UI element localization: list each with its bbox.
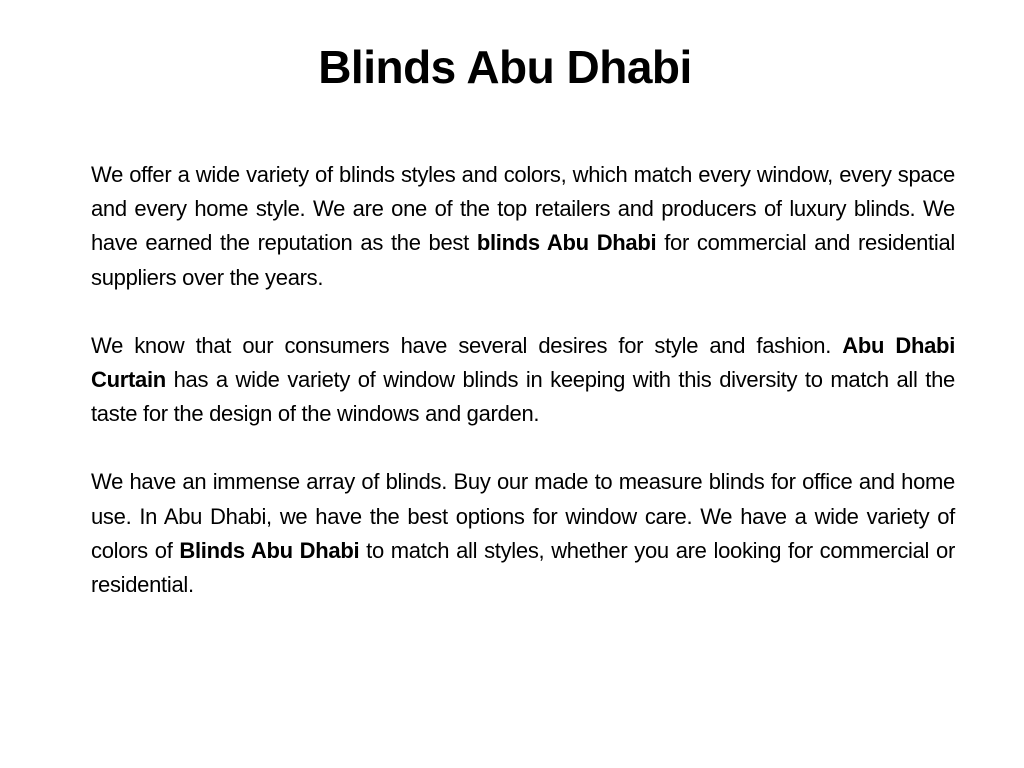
paragraph-1-text-1: We offer a wide variety of blinds styles and colors, which match every window, every space and every home style. We are one of the top retailers and producers of luxury blinds. We have earned the reputation as the best <box>91 162 955 256</box>
slide-title: Blinds Abu Dhabi <box>318 41 692 93</box>
paragraph-1 <box>91 158 955 295</box>
paragraph-3-text-1: We have an immense array of blinds. Buy our made to measure blinds for office and home use. In Abu Dhabi, we have the best options for window care. We have a wide variety of colors of <box>91 469 955 563</box>
paragraph-1-bold-text: blinds Abu Dhabi <box>476 230 657 256</box>
paragraph-1-text-2: for commercial and residential suppliers over the years. <box>91 230 955 290</box>
paragraph-3-text-2: to match all styles, whether you are looking for commercial or residential. <box>91 537 955 598</box>
paragraph-2-bold-text: Abu Dhabi Curtain <box>91 332 956 393</box>
slide-body <box>91 158 955 636</box>
paragraph-2-text-1: We know that our consumers have several desires for style and fashion. <box>91 332 843 358</box>
paragraph-3-bold-text: Blinds Abu Dhabi <box>179 537 360 563</box>
paragraph-3 <box>91 465 955 602</box>
paragraph-2-text-2: has a wide variety of window blinds in keeping with this diversity to match all the taste for the design of the windows and garden. <box>91 367 955 427</box>
paragraph-2 <box>91 329 955 432</box>
